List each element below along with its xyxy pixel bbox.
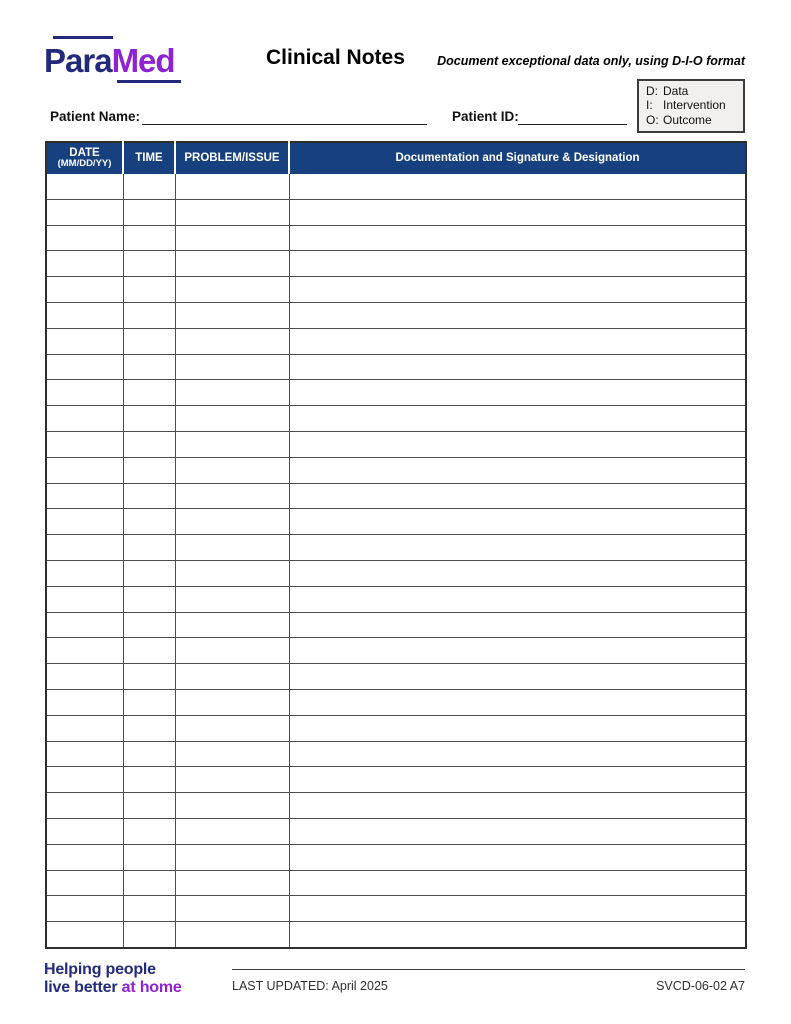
table-row — [46, 586, 746, 612]
documentation-cell[interactable] — [289, 818, 746, 844]
documentation-cell[interactable] — [289, 767, 746, 793]
problem-cell[interactable] — [175, 225, 289, 251]
time-cell[interactable] — [123, 277, 175, 303]
table-row — [46, 509, 746, 535]
documentation-cell[interactable] — [289, 457, 746, 483]
dio-legend-box — [637, 79, 745, 133]
date-cell[interactable] — [46, 560, 123, 586]
legend-key-o: O: — [646, 112, 659, 127]
footer-tagline — [44, 961, 182, 997]
date-cell[interactable] — [46, 767, 123, 793]
date-header-label: DATE — [69, 146, 100, 159]
table-body — [46, 174, 746, 948]
time-cell[interactable] — [123, 560, 175, 586]
documentation-cell[interactable] — [289, 354, 746, 380]
table-row — [46, 870, 746, 896]
document-code: SVCD-06-02 A7 — [656, 979, 745, 993]
problem-cell[interactable] — [175, 560, 289, 586]
patient-name-field[interactable] — [142, 108, 427, 125]
problem-cell[interactable] — [175, 509, 289, 535]
date-cell[interactable] — [46, 793, 123, 819]
date-cell[interactable] — [46, 174, 123, 200]
table-row — [46, 354, 746, 380]
table-row — [46, 767, 746, 793]
date-cell[interactable] — [46, 612, 123, 638]
date-cell[interactable] — [46, 225, 123, 251]
date-cell[interactable] — [46, 457, 123, 483]
date-cell[interactable] — [46, 896, 123, 922]
tagline-line2 — [44, 979, 182, 997]
column-header-documentation — [289, 142, 746, 174]
logo-part-para: Para — [44, 42, 112, 79]
table-row — [46, 715, 746, 741]
table-row — [46, 483, 746, 509]
problem-cell[interactable] — [175, 870, 289, 896]
documentation-cell[interactable] — [289, 328, 746, 354]
problem-cell[interactable] — [175, 535, 289, 561]
table-row — [46, 328, 746, 354]
table-row — [46, 664, 746, 690]
date-cell[interactable] — [46, 199, 123, 225]
date-cell[interactable] — [46, 689, 123, 715]
problem-cell[interactable] — [175, 277, 289, 303]
time-cell[interactable] — [123, 328, 175, 354]
legend-row-outcome — [646, 113, 739, 127]
date-cell[interactable] — [46, 406, 123, 432]
time-cell[interactable] — [123, 741, 175, 767]
table-row — [46, 612, 746, 638]
time-cell[interactable] — [123, 251, 175, 277]
time-cell[interactable] — [123, 457, 175, 483]
column-header-time — [123, 142, 175, 174]
date-cell[interactable] — [46, 509, 123, 535]
legend-label-outcome: Outcome — [663, 112, 712, 127]
table-row — [46, 251, 746, 277]
table-row — [46, 431, 746, 457]
date-cell[interactable] — [46, 431, 123, 457]
table-row — [46, 793, 746, 819]
date-cell[interactable] — [46, 483, 123, 509]
time-cell[interactable] — [123, 922, 175, 948]
tagline-accent-text: at home — [121, 979, 182, 996]
date-cell[interactable] — [46, 638, 123, 664]
time-cell[interactable] — [123, 535, 175, 561]
time-cell[interactable] — [123, 818, 175, 844]
logo-bottom-rule — [117, 80, 181, 83]
problem-cell[interactable] — [175, 174, 289, 200]
documentation-cell[interactable] — [289, 793, 746, 819]
time-cell[interactable] — [123, 793, 175, 819]
problem-cell[interactable] — [175, 586, 289, 612]
problem-cell[interactable] — [175, 380, 289, 406]
documentation-cell[interactable] — [289, 225, 746, 251]
problem-cell[interactable] — [175, 638, 289, 664]
table-row — [46, 199, 746, 225]
problem-cell[interactable] — [175, 251, 289, 277]
documentation-cell[interactable] — [289, 431, 746, 457]
problem-cell[interactable] — [175, 328, 289, 354]
date-cell[interactable] — [46, 354, 123, 380]
date-cell[interactable] — [46, 741, 123, 767]
time-cell[interactable] — [123, 870, 175, 896]
documentation-header-label: Documentation and Signature & Designation — [395, 151, 640, 164]
date-cell[interactable] — [46, 664, 123, 690]
table-row — [46, 818, 746, 844]
problem-cell[interactable] — [175, 818, 289, 844]
legend-label-intervention: Intervention — [663, 98, 726, 113]
table-row — [46, 741, 746, 767]
date-cell[interactable] — [46, 535, 123, 561]
time-cell[interactable] — [123, 174, 175, 200]
table-row — [46, 457, 746, 483]
table-header — [46, 142, 746, 174]
date-cell[interactable] — [46, 277, 123, 303]
table-header-row — [46, 142, 746, 174]
documentation-cell[interactable] — [289, 664, 746, 690]
table-row — [46, 638, 746, 664]
problem-cell[interactable] — [175, 689, 289, 715]
documentation-cell[interactable] — [289, 844, 746, 870]
table-row — [46, 225, 746, 251]
problem-cell[interactable] — [175, 715, 289, 741]
time-cell[interactable] — [123, 302, 175, 328]
table-row — [46, 302, 746, 328]
documentation-cell[interactable] — [289, 922, 746, 948]
problem-header-label: PROBLEM/ISSUE — [184, 151, 280, 164]
documentation-cell[interactable] — [289, 586, 746, 612]
time-cell[interactable] — [123, 483, 175, 509]
legend-label-data: Data — [663, 84, 689, 98]
tagline-line2-text: live better — [44, 979, 122, 996]
logo-part-med: Med — [111, 42, 175, 79]
documentation-cell[interactable] — [289, 870, 746, 896]
time-cell[interactable] — [123, 689, 175, 715]
problem-cell[interactable] — [175, 844, 289, 870]
date-cell[interactable] — [46, 715, 123, 741]
time-cell[interactable] — [123, 844, 175, 870]
problem-cell[interactable] — [175, 302, 289, 328]
documentation-cell[interactable] — [289, 483, 746, 509]
column-header-date — [46, 142, 123, 174]
documentation-cell[interactable] — [289, 199, 746, 225]
table-row — [46, 844, 746, 870]
time-cell[interactable] — [123, 225, 175, 251]
date-cell[interactable] — [46, 380, 123, 406]
legend-key-i: I: — [646, 98, 653, 113]
documentation-cell[interactable] — [289, 406, 746, 432]
documentation-cell[interactable] — [289, 715, 746, 741]
clinical-notes-table — [45, 141, 747, 949]
time-cell[interactable] — [123, 586, 175, 612]
date-cell[interactable] — [46, 922, 123, 948]
date-cell[interactable] — [46, 844, 123, 870]
problem-cell[interactable] — [175, 922, 289, 948]
table-row — [46, 560, 746, 586]
paramed-logo — [44, 44, 175, 77]
date-cell[interactable] — [46, 302, 123, 328]
column-header-problem — [175, 142, 289, 174]
problem-cell[interactable] — [175, 741, 289, 767]
documentation-cell[interactable] — [289, 302, 746, 328]
problem-cell[interactable] — [175, 457, 289, 483]
documentation-cell[interactable] — [289, 251, 746, 277]
time-cell[interactable] — [123, 509, 175, 535]
date-cell[interactable] — [46, 818, 123, 844]
patient-id-label: Patient ID: — [452, 109, 519, 124]
time-cell[interactable] — [123, 380, 175, 406]
time-cell[interactable] — [123, 199, 175, 225]
problem-cell[interactable] — [175, 354, 289, 380]
problem-cell[interactable] — [175, 767, 289, 793]
table-row — [46, 689, 746, 715]
table-row — [46, 174, 746, 200]
time-cell[interactable] — [123, 612, 175, 638]
documentation-cell[interactable] — [289, 741, 746, 767]
documentation-cell[interactable] — [289, 535, 746, 561]
problem-cell[interactable] — [175, 664, 289, 690]
table-row — [46, 380, 746, 406]
documentation-cell[interactable] — [289, 174, 746, 200]
problem-cell[interactable] — [175, 406, 289, 432]
time-cell[interactable] — [123, 431, 175, 457]
last-updated-text: LAST UPDATED: April 2025 — [232, 979, 388, 993]
documentation-cell[interactable] — [289, 380, 746, 406]
time-cell[interactable] — [123, 664, 175, 690]
table-row — [46, 277, 746, 303]
date-cell[interactable] — [46, 870, 123, 896]
date-cell[interactable] — [46, 328, 123, 354]
documentation-cell[interactable] — [289, 560, 746, 586]
documentation-cell[interactable] — [289, 509, 746, 535]
page-title: Clinical Notes — [266, 46, 405, 69]
documentation-cell[interactable] — [289, 896, 746, 922]
legend-key-d: D: — [646, 84, 658, 98]
documentation-cell[interactable] — [289, 612, 746, 638]
table-row — [46, 406, 746, 432]
date-header-sublabel: (MM/DD/YY) — [57, 158, 112, 169]
problem-cell[interactable] — [175, 612, 289, 638]
time-cell[interactable] — [123, 896, 175, 922]
problem-cell[interactable] — [175, 199, 289, 225]
time-header-label: TIME — [135, 151, 163, 164]
date-cell[interactable] — [46, 586, 123, 612]
legend-row-intervention — [646, 98, 739, 112]
table-row — [46, 535, 746, 561]
problem-cell[interactable] — [175, 793, 289, 819]
documentation-cell[interactable] — [289, 638, 746, 664]
problem-cell[interactable] — [175, 896, 289, 922]
legend-row-data — [646, 84, 739, 98]
time-cell[interactable] — [123, 354, 175, 380]
time-cell[interactable] — [123, 406, 175, 432]
documentation-cell[interactable] — [289, 277, 746, 303]
time-cell[interactable] — [123, 767, 175, 793]
documentation-cell[interactable] — [289, 689, 746, 715]
patient-name-label: Patient Name: — [50, 109, 141, 124]
time-cell[interactable] — [123, 638, 175, 664]
patient-id-field[interactable] — [518, 108, 627, 125]
problem-cell[interactable] — [175, 431, 289, 457]
table-row — [46, 922, 746, 948]
dio-format-instruction: Document exceptional data only, using D-I-O format — [437, 54, 745, 68]
logo-top-rule — [53, 36, 113, 39]
problem-cell[interactable] — [175, 483, 289, 509]
table-row — [46, 896, 746, 922]
time-cell[interactable] — [123, 715, 175, 741]
footer-rule — [232, 969, 745, 970]
tagline-line1: Helping people — [44, 961, 156, 978]
date-cell[interactable] — [46, 251, 123, 277]
